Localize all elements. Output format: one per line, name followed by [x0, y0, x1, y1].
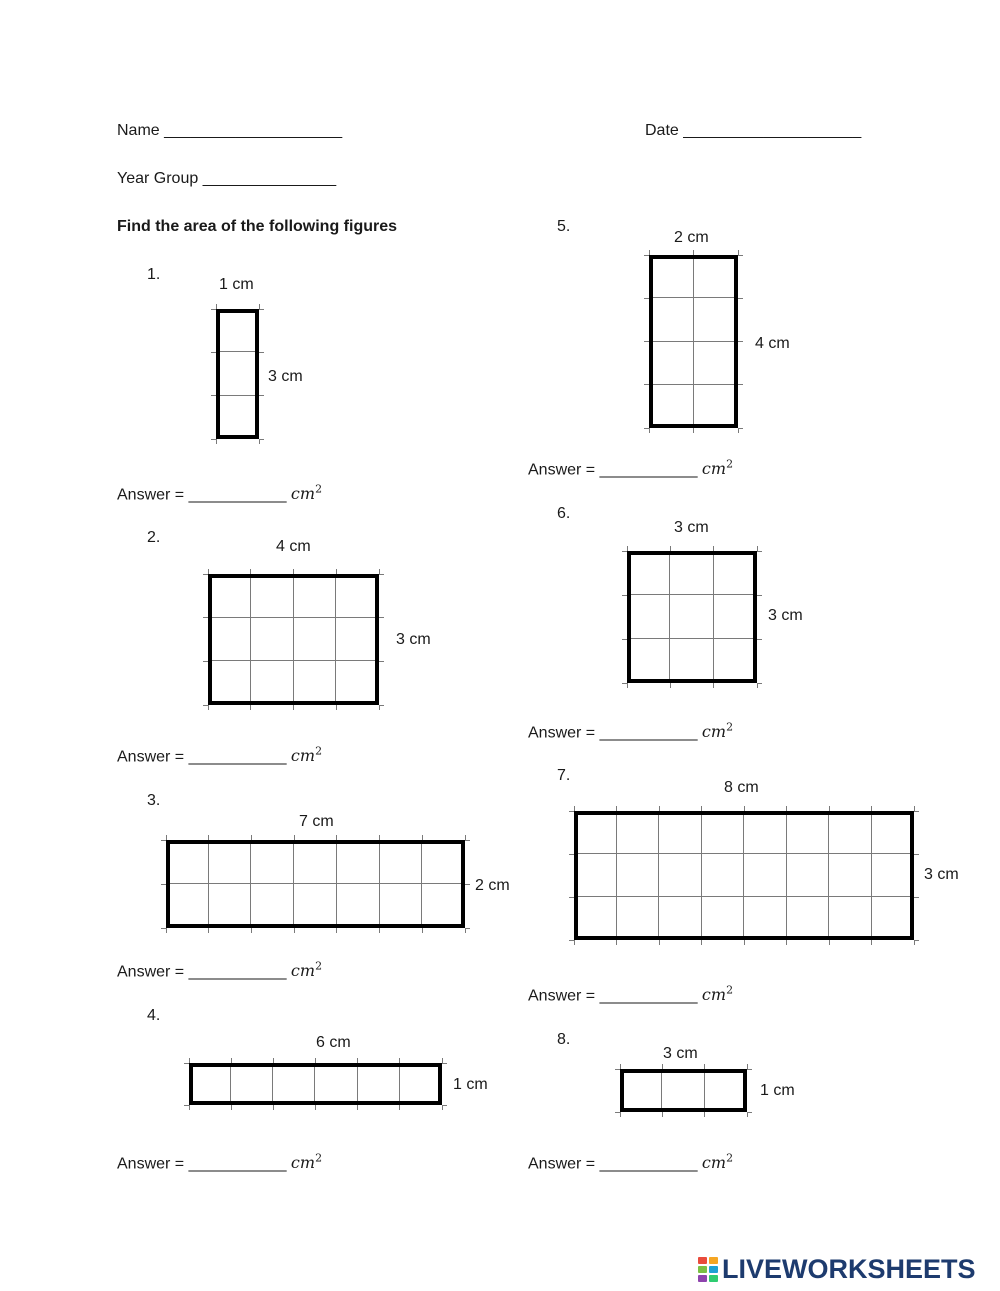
grid-tick [442, 1063, 447, 1064]
problem-2-figure [208, 574, 379, 705]
problem-2-height-label: 3 cm [396, 631, 431, 648]
grid-tick [216, 439, 217, 444]
year-group-field[interactable]: Year Group _______________ [117, 170, 337, 187]
grid-tick [914, 897, 919, 898]
problem-5-figure [649, 255, 738, 428]
grid-tick [757, 683, 758, 688]
problem-4-number: 4. [147, 1007, 161, 1024]
problem-1-answer[interactable] [117, 480, 322, 505]
problem-8-answer[interactable] [528, 1149, 733, 1174]
grid-tick [701, 940, 702, 945]
problem-3-figure [166, 840, 465, 928]
problem-6-height-label: 3 cm [768, 607, 803, 624]
grid-tick [166, 928, 167, 933]
answer-label: Answer = ___________ [528, 1155, 702, 1173]
grid-tick [294, 928, 295, 933]
grid-tick [259, 439, 260, 444]
grid-tick [738, 428, 743, 429]
problem-3-height-label: 2 cm [475, 877, 510, 894]
grid-tick [465, 928, 466, 933]
logo-square [709, 1275, 718, 1282]
answer-label: Answer = ___________ [117, 748, 291, 766]
grid-tick [379, 661, 384, 662]
grid-tick [914, 940, 915, 945]
grid-tick [259, 395, 264, 396]
grid-tick [914, 940, 919, 941]
problem-3-width-label: 7 cm [299, 813, 334, 830]
logo-square [698, 1275, 707, 1282]
grid-tick [914, 811, 919, 812]
grid-tick [704, 1112, 705, 1117]
figure-outline [627, 551, 757, 683]
unit-label: $cm^2$ [290, 745, 323, 766]
grid-tick [747, 1069, 752, 1070]
problem-8-width-label: 3 cm [663, 1045, 698, 1062]
grid-tick [251, 928, 252, 933]
problem-6-answer[interactable] [528, 718, 733, 743]
grid-tick [336, 928, 337, 933]
unit-label: $cm^2$ [701, 458, 734, 479]
grid-tick [693, 428, 694, 433]
grid-tick [574, 940, 575, 945]
grid-tick [620, 1112, 621, 1117]
answer-label: Answer = ___________ [117, 486, 291, 504]
grid-tick [738, 298, 743, 299]
grid-tick [627, 683, 628, 688]
problem-6-figure [627, 551, 757, 683]
unit-label: $cm^2$ [290, 960, 323, 981]
grid-tick [250, 705, 251, 710]
grid-tick [738, 255, 743, 256]
answer-label: Answer = ___________ [528, 461, 702, 479]
answer-label: Answer = ___________ [528, 987, 702, 1005]
problem-6-width-label: 3 cm [674, 519, 709, 536]
grid-tick [757, 595, 762, 596]
problem-3-answer[interactable] [117, 957, 322, 982]
date-field[interactable]: Date ____________________ [645, 122, 862, 139]
problem-5-number: 5. [557, 218, 571, 235]
grid-tick [442, 1105, 443, 1110]
logo-square [709, 1266, 718, 1273]
problem-6-number: 6. [557, 505, 571, 522]
instructions-heading: Find the area of the following figures [117, 218, 398, 235]
grid-tick [829, 940, 830, 945]
problem-2-answer[interactable] [117, 742, 322, 767]
problem-4-width-label: 6 cm [316, 1034, 351, 1051]
problem-3-number: 3. [147, 792, 161, 809]
grid-tick [465, 928, 470, 929]
problem-1-figure [216, 309, 259, 439]
problem-7-figure [574, 811, 914, 940]
unit-label: $cm^2$ [290, 483, 323, 504]
grid-tick [616, 940, 617, 945]
grid-tick [713, 683, 714, 688]
figure-outline [574, 811, 914, 940]
problem-1-number: 1. [147, 266, 161, 283]
problem-5-width-label: 2 cm [674, 229, 709, 246]
problem-1-width-label: 1 cm [219, 276, 254, 293]
grid-tick [757, 551, 762, 552]
name-field[interactable]: Name ____________________ [117, 122, 343, 139]
problem-7-number: 7. [557, 767, 571, 784]
grid-tick [662, 1112, 663, 1117]
problem-8-height-label: 1 cm [760, 1082, 795, 1099]
grid-tick [259, 352, 264, 353]
problem-5-answer[interactable] [528, 455, 733, 480]
grid-tick [649, 428, 650, 433]
grid-tick [273, 1105, 274, 1110]
grid-tick [747, 1112, 752, 1113]
problem-7-height-label: 3 cm [924, 866, 959, 883]
figure-outline [189, 1063, 442, 1105]
problem-4-height-label: 1 cm [453, 1076, 488, 1093]
grid-tick [670, 683, 671, 688]
grid-tick [747, 1112, 748, 1117]
figure-outline [166, 840, 465, 928]
problem-1-height-label: 3 cm [268, 368, 303, 385]
problem-2-width-label: 4 cm [276, 538, 311, 555]
problem-7-width-label: 8 cm [724, 779, 759, 796]
figure-outline [620, 1069, 747, 1112]
grid-tick [399, 1105, 400, 1110]
problem-7-answer[interactable] [528, 981, 733, 1006]
grid-tick [379, 705, 380, 710]
logo-text: LIVEWORKSHEETS [722, 1253, 976, 1284]
grid-tick [442, 1105, 447, 1106]
grid-tick [357, 1105, 358, 1110]
grid-tick [189, 1105, 190, 1110]
grid-tick [786, 940, 787, 945]
grid-tick [293, 705, 294, 710]
grid-tick [379, 574, 384, 575]
grid-tick [208, 928, 209, 933]
liveworksheets-logo [698, 1252, 976, 1286]
problem-4-answer[interactable] [117, 1149, 322, 1174]
grid-tick [336, 705, 337, 710]
unit-label: $cm^2$ [701, 721, 734, 742]
grid-tick [315, 1105, 316, 1110]
logo-square [698, 1257, 707, 1264]
grid-tick [259, 439, 264, 440]
grid-tick [659, 940, 660, 945]
grid-tick [744, 940, 745, 945]
unit-label: $cm^2$ [290, 1152, 323, 1173]
grid-tick [259, 309, 264, 310]
unit-label: $cm^2$ [701, 984, 734, 1005]
grid-tick [465, 884, 470, 885]
grid-tick [738, 428, 739, 433]
grid-tick [914, 854, 919, 855]
grid-tick [231, 1105, 232, 1110]
grid-tick [422, 928, 423, 933]
unit-label: $cm^2$ [701, 1152, 734, 1173]
logo-mark-icon [698, 1257, 718, 1282]
problem-8-number: 8. [557, 1031, 571, 1048]
grid-tick [208, 705, 209, 710]
logo-square [698, 1266, 707, 1273]
grid-tick [738, 384, 743, 385]
figure-outline [208, 574, 379, 705]
answer-label: Answer = ___________ [117, 963, 291, 981]
logo-square [709, 1257, 718, 1264]
grid-tick [379, 617, 384, 618]
grid-tick [738, 341, 743, 342]
figure-outline [649, 255, 738, 428]
grid-tick [757, 683, 762, 684]
answer-label: Answer = ___________ [117, 1155, 291, 1173]
grid-tick [757, 639, 762, 640]
problem-5-height-label: 4 cm [755, 335, 790, 352]
grid-tick [465, 840, 470, 841]
answer-label: Answer = ___________ [528, 724, 702, 742]
problem-4-figure [189, 1063, 442, 1105]
grid-tick [379, 705, 384, 706]
problem-8-figure [620, 1069, 747, 1112]
figure-outline [216, 309, 259, 439]
grid-tick [871, 940, 872, 945]
grid-tick [379, 928, 380, 933]
problem-2-number: 2. [147, 529, 161, 546]
